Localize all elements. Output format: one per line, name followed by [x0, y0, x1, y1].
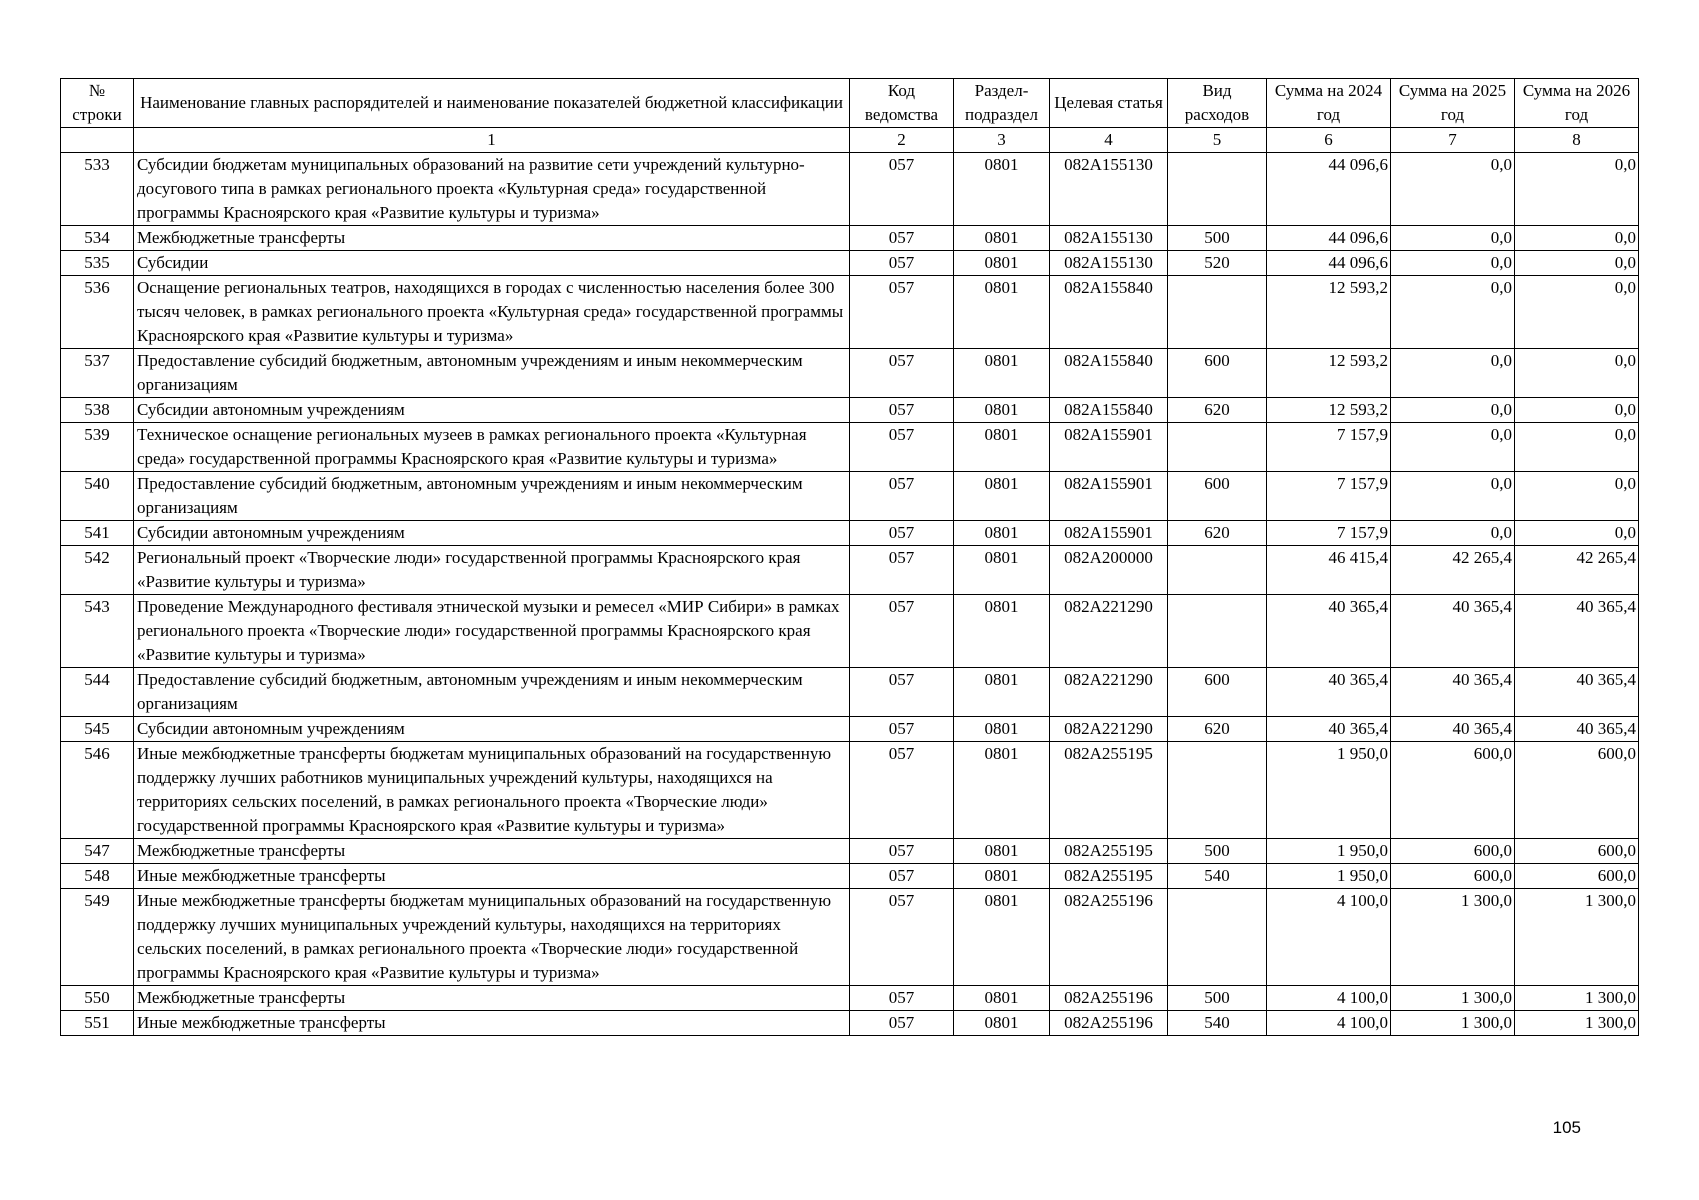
row-section: 0801: [954, 251, 1050, 276]
row-sum-2026: 0,0: [1515, 226, 1639, 251]
row-name: Проведение Международного фестиваля этнической музыки и ремесел «МИР Сибири» в рамках регионального проекта «Творческие люди» государственной программы Красноярского края «Развитие культуры и туризма»: [134, 595, 850, 668]
row-expense-type: 500: [1168, 986, 1267, 1011]
row-sum-2024: 12 593,2: [1267, 398, 1391, 423]
row-expense-type: 540: [1168, 1011, 1267, 1036]
table-row: [61, 226, 1639, 251]
row-dept-code: 057: [850, 1011, 954, 1036]
table-row: [61, 472, 1639, 521]
row-dept-code: 057: [850, 153, 954, 226]
row-sum-2025: 42 265,4: [1391, 546, 1515, 595]
row-sum-2025: 0,0: [1391, 521, 1515, 546]
header-expense-type: Вид расходов: [1168, 79, 1267, 128]
row-sum-2026: 0,0: [1515, 472, 1639, 521]
row-section: 0801: [954, 864, 1050, 889]
row-sum-2024: 46 415,4: [1267, 546, 1391, 595]
row-dept-code: 057: [850, 889, 954, 986]
row-expense-type: 620: [1168, 398, 1267, 423]
row-sum-2024: 7 157,9: [1267, 472, 1391, 521]
header-section: Раздел-подраздел: [954, 79, 1050, 128]
row-dept-code: 057: [850, 546, 954, 595]
table-row: [61, 521, 1639, 546]
row-sum-2026: 1 300,0: [1515, 986, 1639, 1011]
column-number: 6: [1267, 128, 1391, 153]
row-section: 0801: [954, 423, 1050, 472]
row-number: 540: [61, 472, 134, 521]
row-section: 0801: [954, 398, 1050, 423]
row-sum-2024: 12 593,2: [1267, 349, 1391, 398]
table-row: [61, 595, 1639, 668]
row-sum-2025: 1 300,0: [1391, 986, 1515, 1011]
row-target: 082А155901: [1050, 423, 1168, 472]
column-number: 7: [1391, 128, 1515, 153]
table-row: [61, 742, 1639, 839]
row-expense-type: [1168, 595, 1267, 668]
row-sum-2026: 0,0: [1515, 398, 1639, 423]
header-sum-2025: Сумма на 2025 год: [1391, 79, 1515, 128]
row-sum-2026: 1 300,0: [1515, 889, 1639, 986]
column-number: [61, 128, 134, 153]
row-section: 0801: [954, 839, 1050, 864]
row-expense-type: 540: [1168, 864, 1267, 889]
row-section: 0801: [954, 595, 1050, 668]
column-number: 4: [1050, 128, 1168, 153]
row-target: 082А155130: [1050, 153, 1168, 226]
row-sum-2026: 1 300,0: [1515, 1011, 1639, 1036]
row-expense-type: 620: [1168, 717, 1267, 742]
row-sum-2024: 44 096,6: [1267, 226, 1391, 251]
column-number-row: [61, 128, 1639, 153]
row-target: 082А155130: [1050, 251, 1168, 276]
row-dept-code: 057: [850, 864, 954, 889]
row-number: 542: [61, 546, 134, 595]
row-sum-2025: 0,0: [1391, 226, 1515, 251]
row-number: 537: [61, 349, 134, 398]
row-name: Региональный проект «Творческие люди» государственной программы Красноярского края «Развитие культуры и туризма»: [134, 546, 850, 595]
row-number: 545: [61, 717, 134, 742]
row-target: 082А155901: [1050, 521, 1168, 546]
row-sum-2025: 1 300,0: [1391, 889, 1515, 986]
table-row: [61, 423, 1639, 472]
row-name: Субсидии бюджетам муниципальных образований на развитие сети учреждений культурно-досугового типа в рамках регионального проекта «Культурная среда» государственной программы Красноярского края «Развитие культуры и туризма»: [134, 153, 850, 226]
row-name: Иные межбюджетные трансферты: [134, 864, 850, 889]
row-expense-type: [1168, 742, 1267, 839]
row-section: 0801: [954, 717, 1050, 742]
row-expense-type: 600: [1168, 472, 1267, 521]
row-sum-2024: 12 593,2: [1267, 276, 1391, 349]
row-section: 0801: [954, 349, 1050, 398]
table-row: [61, 864, 1639, 889]
row-name: Техническое оснащение региональных музеев в рамках регионального проекта «Культурная среда» государственной программы Красноярского края «Развитие культуры и туризма»: [134, 423, 850, 472]
table-row: [61, 1011, 1639, 1036]
row-target: 082А255196: [1050, 889, 1168, 986]
row-sum-2025: 1 300,0: [1391, 1011, 1515, 1036]
row-number: 549: [61, 889, 134, 986]
row-sum-2024: 4 100,0: [1267, 986, 1391, 1011]
header-target: Целевая статья: [1050, 79, 1168, 128]
header-sum-2024: Сумма на 2024 год: [1267, 79, 1391, 128]
table-body: [61, 153, 1639, 1036]
row-sum-2026: 0,0: [1515, 251, 1639, 276]
row-name: Предоставление субсидий бюджетным, автономным учреждениям и иным некоммерческим организациям: [134, 668, 850, 717]
row-expense-type: 500: [1168, 839, 1267, 864]
row-sum-2026: 600,0: [1515, 742, 1639, 839]
table-row: [61, 153, 1639, 226]
row-sum-2024: 44 096,6: [1267, 251, 1391, 276]
column-number: 3: [954, 128, 1050, 153]
row-section: 0801: [954, 276, 1050, 349]
row-section: 0801: [954, 1011, 1050, 1036]
row-target: 082А221290: [1050, 595, 1168, 668]
row-sum-2025: 0,0: [1391, 423, 1515, 472]
table-header: [61, 79, 1639, 153]
row-target: 082А255195: [1050, 839, 1168, 864]
row-dept-code: 057: [850, 226, 954, 251]
row-number: 535: [61, 251, 134, 276]
row-section: 0801: [954, 546, 1050, 595]
row-expense-type: [1168, 276, 1267, 349]
table-row: [61, 349, 1639, 398]
row-expense-type: [1168, 423, 1267, 472]
row-target: 082А200000: [1050, 546, 1168, 595]
column-number: 2: [850, 128, 954, 153]
row-dept-code: 057: [850, 472, 954, 521]
table-row: [61, 398, 1639, 423]
table-row: [61, 546, 1639, 595]
table-row: [61, 668, 1639, 717]
row-name: Субсидии автономным учреждениям: [134, 717, 850, 742]
row-target: 082А255195: [1050, 864, 1168, 889]
row-number: 548: [61, 864, 134, 889]
row-target: 082А255195: [1050, 742, 1168, 839]
header-name: Наименование главных распорядителей и наименование показателей бюджетной классификации: [134, 79, 850, 128]
row-number: 541: [61, 521, 134, 546]
row-sum-2026: 0,0: [1515, 521, 1639, 546]
row-sum-2026: 40 365,4: [1515, 595, 1639, 668]
header-sum-2026: Сумма на 2026 год: [1515, 79, 1639, 128]
row-sum-2024: 7 157,9: [1267, 423, 1391, 472]
row-sum-2025: 0,0: [1391, 398, 1515, 423]
row-expense-type: 620: [1168, 521, 1267, 546]
row-name: Межбюджетные трансферты: [134, 986, 850, 1011]
row-number: 544: [61, 668, 134, 717]
row-sum-2024: 1 950,0: [1267, 839, 1391, 864]
row-sum-2026: 0,0: [1515, 153, 1639, 226]
row-name: Субсидии автономным учреждениям: [134, 521, 850, 546]
header-row: [61, 79, 1639, 128]
row-target: 082А221290: [1050, 668, 1168, 717]
row-name: Межбюджетные трансферты: [134, 226, 850, 251]
row-dept-code: 057: [850, 986, 954, 1011]
row-number: 550: [61, 986, 134, 1011]
row-sum-2024: 4 100,0: [1267, 889, 1391, 986]
row-dept-code: 057: [850, 521, 954, 546]
row-sum-2025: 600,0: [1391, 742, 1515, 839]
row-sum-2025: 600,0: [1391, 839, 1515, 864]
row-section: 0801: [954, 226, 1050, 251]
row-sum-2026: 40 365,4: [1515, 717, 1639, 742]
row-sum-2026: 600,0: [1515, 864, 1639, 889]
table-row: [61, 839, 1639, 864]
row-dept-code: 057: [850, 839, 954, 864]
row-dept-code: 057: [850, 717, 954, 742]
row-expense-type: [1168, 546, 1267, 595]
column-number: 8: [1515, 128, 1639, 153]
row-sum-2024: 44 096,6: [1267, 153, 1391, 226]
row-section: 0801: [954, 472, 1050, 521]
budget-table: [60, 78, 1639, 1036]
row-section: 0801: [954, 153, 1050, 226]
row-dept-code: 057: [850, 595, 954, 668]
row-sum-2026: 42 265,4: [1515, 546, 1639, 595]
row-dept-code: 057: [850, 276, 954, 349]
row-sum-2025: 40 365,4: [1391, 717, 1515, 742]
row-dept-code: 057: [850, 742, 954, 839]
row-sum-2024: 1 950,0: [1267, 864, 1391, 889]
column-number: 1: [134, 128, 850, 153]
row-sum-2026: 40 365,4: [1515, 668, 1639, 717]
row-number: 539: [61, 423, 134, 472]
row-sum-2025: 0,0: [1391, 349, 1515, 398]
row-expense-type: 520: [1168, 251, 1267, 276]
row-name: Иные межбюджетные трансферты бюджетам муниципальных образований на государственную поддержку лучших работников муниципальных учреждений культуры, находящихся на территориях сельских поселений, в рамках регионального проекта «Творческие люди» государственной программы Красноярского края «Развитие культуры и туризма»: [134, 742, 850, 839]
row-target: 082А155130: [1050, 226, 1168, 251]
row-expense-type: 600: [1168, 668, 1267, 717]
row-section: 0801: [954, 742, 1050, 839]
page-number: 105: [1552, 1118, 1581, 1137]
row-section: 0801: [954, 521, 1050, 546]
row-expense-type: 600: [1168, 349, 1267, 398]
table-row: [61, 986, 1639, 1011]
row-name: Оснащение региональных театров, находящихся в городах с численностью населения более 300 тысяч человек, в рамках регионального проекта «Культурная среда» государственной программы Красноярского края «Развитие культуры и туризма»: [134, 276, 850, 349]
row-target: 082А155901: [1050, 472, 1168, 521]
row-sum-2025: 600,0: [1391, 864, 1515, 889]
row-dept-code: 057: [850, 668, 954, 717]
row-sum-2025: 0,0: [1391, 276, 1515, 349]
row-name: Межбюджетные трансферты: [134, 839, 850, 864]
column-number: 5: [1168, 128, 1267, 153]
row-name: Субсидии: [134, 251, 850, 276]
row-target: 082А155840: [1050, 349, 1168, 398]
table-row: [61, 251, 1639, 276]
row-name: Иные межбюджетные трансферты: [134, 1011, 850, 1036]
row-sum-2025: 40 365,4: [1391, 668, 1515, 717]
row-sum-2025: 0,0: [1391, 472, 1515, 521]
row-sum-2025: 0,0: [1391, 153, 1515, 226]
row-number: 533: [61, 153, 134, 226]
table-row: [61, 717, 1639, 742]
row-dept-code: 057: [850, 398, 954, 423]
row-number: 534: [61, 226, 134, 251]
table-row: [61, 889, 1639, 986]
row-sum-2025: 0,0: [1391, 251, 1515, 276]
header-row-no: № строки: [61, 79, 134, 128]
row-target: 082А221290: [1050, 717, 1168, 742]
row-sum-2026: 0,0: [1515, 423, 1639, 472]
row-target: 082А155840: [1050, 276, 1168, 349]
row-number: 543: [61, 595, 134, 668]
row-expense-type: 500: [1168, 226, 1267, 251]
row-name: Предоставление субсидий бюджетным, автономным учреждениям и иным некоммерческим организациям: [134, 349, 850, 398]
row-sum-2026: 0,0: [1515, 276, 1639, 349]
row-sum-2024: 7 157,9: [1267, 521, 1391, 546]
row-number: 551: [61, 1011, 134, 1036]
row-number: 538: [61, 398, 134, 423]
row-name: Субсидии автономным учреждениям: [134, 398, 850, 423]
row-section: 0801: [954, 986, 1050, 1011]
row-section: 0801: [954, 889, 1050, 986]
table-row: [61, 276, 1639, 349]
row-number: 547: [61, 839, 134, 864]
row-sum-2024: 40 365,4: [1267, 717, 1391, 742]
row-target: 082А255196: [1050, 1011, 1168, 1036]
row-number: 536: [61, 276, 134, 349]
row-sum-2026: 600,0: [1515, 839, 1639, 864]
row-sum-2024: 4 100,0: [1267, 1011, 1391, 1036]
row-section: 0801: [954, 668, 1050, 717]
row-sum-2024: 1 950,0: [1267, 742, 1391, 839]
row-sum-2024: 40 365,4: [1267, 668, 1391, 717]
row-name: Иные межбюджетные трансферты бюджетам муниципальных образований на государственную поддержку лучших муниципальных учреждений культуры, находящихся на территориях сельских поселений, в рамках регионального проекта «Творческие люди» государственной программы Красноярского края «Развитие культуры и туризма»: [134, 889, 850, 986]
row-dept-code: 057: [850, 251, 954, 276]
row-name: Предоставление субсидий бюджетным, автономным учреждениям и иным некоммерческим организациям: [134, 472, 850, 521]
row-sum-2025: 40 365,4: [1391, 595, 1515, 668]
row-sum-2026: 0,0: [1515, 349, 1639, 398]
header-dept-code: Код ведомства: [850, 79, 954, 128]
row-dept-code: 057: [850, 349, 954, 398]
row-number: 546: [61, 742, 134, 839]
row-target: 082А255196: [1050, 986, 1168, 1011]
row-dept-code: 057: [850, 423, 954, 472]
row-expense-type: [1168, 153, 1267, 226]
row-target: 082А155840: [1050, 398, 1168, 423]
row-sum-2024: 40 365,4: [1267, 595, 1391, 668]
row-expense-type: [1168, 889, 1267, 986]
